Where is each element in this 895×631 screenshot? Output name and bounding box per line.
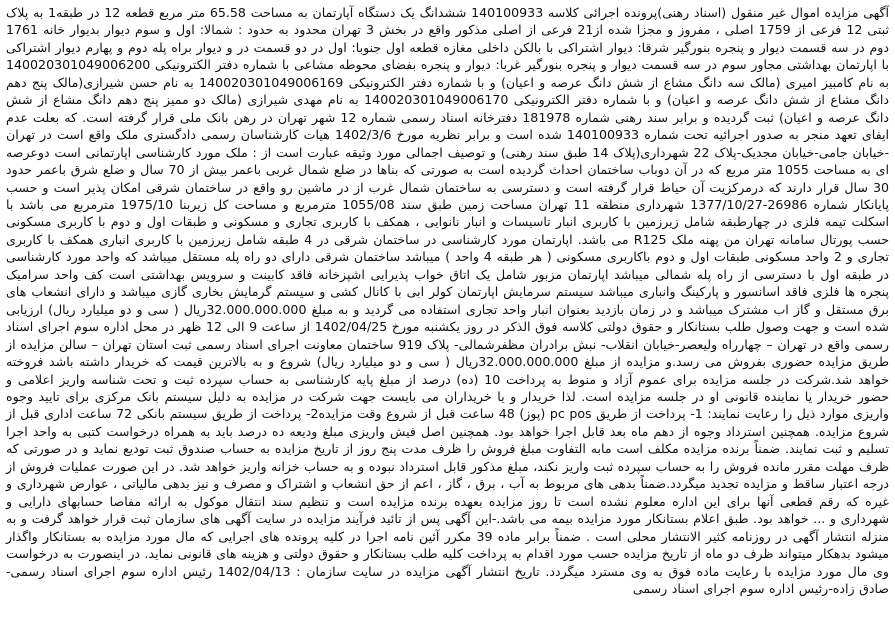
auction-notice-text: آگهی مزایده اموال غیر منقول (اسناد رهنی)پرونده اجرائی کلاسه 140100933 ششدانگ یک دستگاه آپارتمان به مساحت 65.58 متر مربع قطعه 12 در طبقه1 به پلاک ثبتی 12 فرعی از 1759 اصلی ، مفروز و مجزا شده از21 فرعی از اصلی مذکور واقع در بخش 3 تهران محدود به حدود : شمالا: اول و سوم دیوار بدیوار خانه 1761 دوم در سه قسمت دیوار و پنجره بنورگیر شرقا: دیوار اشتراکی با بالکن داخلی مغازه قطعه اول جنوبا: اول در دو قسمت در و دیوار براه پله دوم و پهارم دیوار اشتراکی با اپارتمان بهداشتی مجاور سوم در سه قسمت دیوار و پنجره بنورگیر غربا: دیوار و پنجره بفضای محوطه مشاعی با شماره دفتر الکترونیکی 140020301049006200 به نام کامبیز امیری (مالک سه دانگ مشاع از شش دانگ عرصه و اعیان) و با شماره دفتر الکترونیکی 140020301049006169 به نام حسن شیرازی(مالک پنج دهم دانگ مشاع از شش دانگ عرصه و اعیان) و با شماره دفتر الکترونیکی 140020301049006170 به نام مهدی شیرازی (مالک دو ممیز پنج دهم دانگ مشاع از شش دانگ عرصه و اعیان) ثبت گردیده و برابر سند رهنی شماره 181978 دفترخانه اسناد رسمی شماره 12 شهر تهران در رهن بانک ملی قرار گرفته است. که بعلت عدم ایفای تعهد منجر به صدور اجرائیه تحت شماره 140100933 شده است و برابر نظریه مورخ 1402/3/6 هیات کارشناسان رسمی دادگستری ملک واقع است در تهران -خیابان جامی-خیابان مجدیک-پلاک 22 شهرداری(پلاک 14 طبق سند رهنی) و توصیف اجمالی مورد وثیقه عبارت است از : ملک مورد کارشناسی اپارتمانی است دوعرصه ای به مساحت 1055 متر مربع که در آن دوباب ساختمان احداث گردیده است به صورتی که بناها در ضلع شمال غربی باعمر بیش از 70 سال و ضلع شرق باعمر حدود 30 سال قرار دارند که درمرکزیت آن حیاط قرار گرفته است و دسترسی به ساختمان شمال غرب از در ماشین رو واقع در ساختمان شرقی امکان پذیر است و حسب پایانکار شماره 26986-1377/10/27 شهرداری منطقه 11 تهران مساحت زمین طبق سند 1055/08 مترمربع و مساحت کل زیربنا 1975/10 مترمربع می باشد با اسکلت تیمه فلزی در چهارطبقه شامل زیرزمین با کاربری انبار تاسیسات و انبار نانوایی ، همکف با کاربری تجاری و مسکونی و طبقات اول و دوم با کاربری مسکونی حسب پورتال سامانه تهران من پهنه ملک R125 می باشد. اپارتمان مورد کارشناسی در ساختمان شرقی در 4 طبقه شامل زیرزمین با کاربری انباری همکف با کاربری تجاری و 2 واحد مسکونی طبقات اول و دوم باکاربری مسکونی ( هر طبقه 4 واحد ) میباشد ساختمان شرقی دارای دو راه پله مستقل میباشد که واحد مورد کارشناسی در طبقه اول با دسترسی از راه پله شمالی میباشد اپارتمان مزبور شامل یک اتاق خواب پذیرایی اشپزخانه فاقد کابینت و سرویس بهداشتی است کف واحد سرامیک پنجره ها فلزی فاقد اسانسور و پارکینگ وانباری میباشد سیستم سرمایش اپارتمان کولر ابی با کانال کشی و سیستم گرمایش بخاری گازی میباشد و دارای انشعاب های برق مستقل و گاز اب مشترک میباشد و در زمان بازدید بعنوان انبار واحد تجاری استفاده می گردید و به مبلغ 32.000.000.000ریال ( سی و دو میلیارد ریال) ارزیابی شده است و جهت وصول طلب بستانکار و حقوق دولتی کلاسه فوق الذکر در روز یکشنبه مورخ 1402/04/25 از ساعت 9 الی 12 ظهر در محل اداره سوم اجرای اسناد رسمی واقع در تهران – چهارراه ولیعصر-خیابان انقلاب- نبش برادران مظفرشمالی- پلاک 919 ساختمان معاونت اجرای اسناد رسمی ثبت استان تهران – سالن مزایده از طریق مزایده حضوری بفروش می رسد.و مزایده از مبلغ 32.000.000.000ریال ( سی و دو میلیارد ریال) شروع و به بالاترین قیمت که خریدار داشته باشد فروخته خواهد شد.شرکت در جلسه مزایده برای عموم آزاد و منوط به پرداخت 10 (ده) درصد از مبلغ پایه کارشناسی به حساب سپرده ثبت و تحت شناسه واریز اعلامی و حضور خریدار یا نماینده قانونی او در جلسه مزایده است. لذا خریدار و یا خریداران می بایست جهت شرکت در مزایده به دلیل سیستم بانک مرکزی برای تایید وجوه واریزی موارد ذیل را رعایت نمایند: 1- پرداخت از طریق pc pos (پوز) 48 ساعت قبل از شروع وقت مزایده2- پرداخت از طریق سیستم بانکی 72 ساعت اداری قبل از شروع مزایده. همچنین استرداد وجوه از دهم ماه بعد قابل اجرا خواهد بود. همچنین اصل فیش واریزی مبلغ ودیعه ده درصد باید به همراه درخواست کتبی به واحد اجرا تسلیم و ثبت نمایند. ضمناً برنده مزایده مکلف است مابه التفاوت مبلغ فروش را ظرف مدت پنج روز از تاریخ مزایده به حساب صندوق ثبت تودیع نماید و در صورتی که ظرف مهلت مقرر مانده فروش را به حساب سپرده ثبت واریز نکند، مبلغ مذکور قابل استرداد نبوده و به حساب خزانه واریز خواهد شد. در این صورت عملیات فروش از درجه اعتبار ساقط و مزایده تجدید میگردد.ضمناً بدهی های مربوط به آب ، برق ، گاز ، اعم از حق انشعاب و اشتراک و مصرف و نیز بدهی مالیاتی ، عوارض شهرداری و غیره که رقم قطعی آنها برای این اداره معلوم نشده است تا روز مزایده بعهده برنده مزایده است و تنظیم سند انتقال موکول به ارائه مفاصا حسابهای دارایی و شهرداری و ... خواهد بود. طبق اعلام بستانکار مورد مزایده بیمه می باشد.-این آگهی پس از تائید فرآیند مزایده در سایت آگهی های سازمان ثبت قرار خواهد گرفت و به منزله انتشار آگهی در روزنامه کثیر الانتشار محلی است . ضمناً برابر ماده 39 مکرر آئین نامه اجرا در کلیه پرونده های اجرایی که مال مورد مزایده به بستانکار واگذار میشود بدهکار میتواند ظرف دو ماه از تاریخ مزایده حسب مورد اقدام به پرداخت کلیه طلب بستانکار و حقوق دولتی و هزینه های قانونی نماید. در اینصورت به درخواست وی مال مورد مزایده با رعایت ماده فوق به وی مسترد میگردد. تاریخ انتشار آگهی مزایده در سایت سازمان : 1402/04/13 رئیس اداره سوم اجرای اسناد رسمی- صادق زاده-رئیس اداره سوم اجرای اسناد رسمی: [6, 5, 890, 596]
